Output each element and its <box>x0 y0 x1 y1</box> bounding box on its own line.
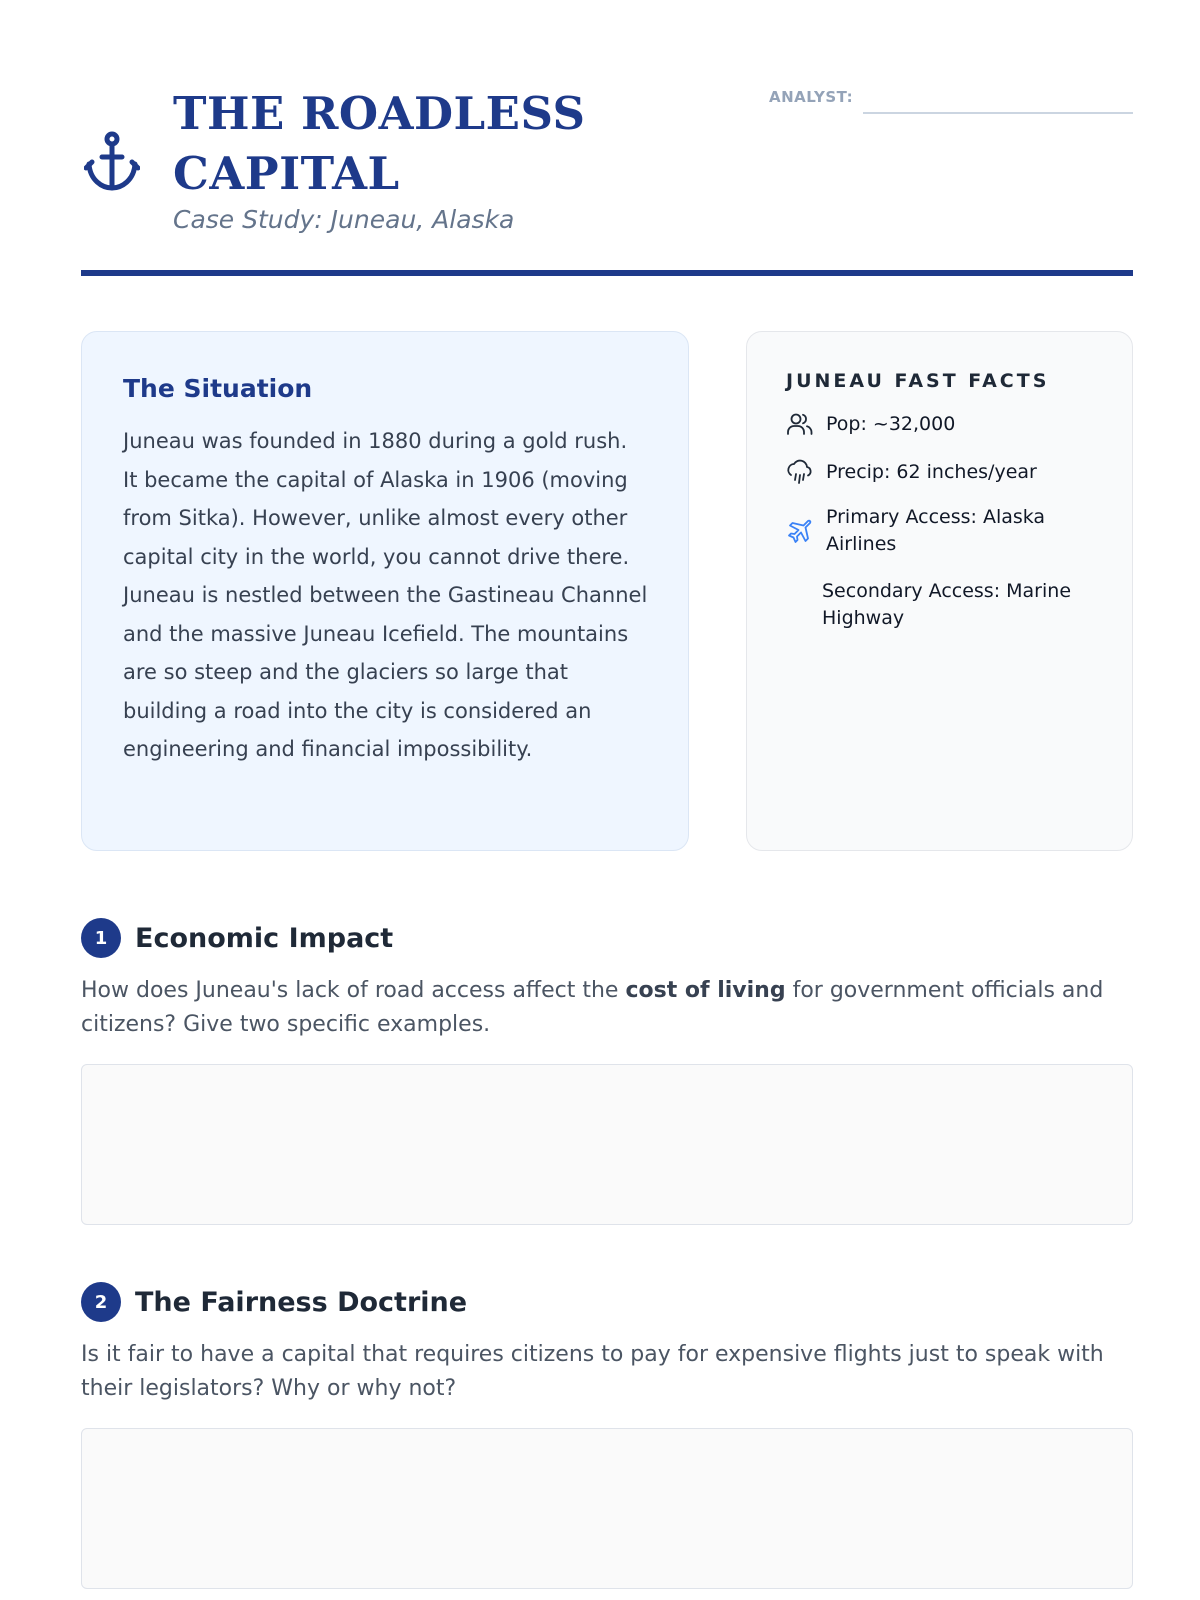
analyst-label: ANALYST: <box>769 88 854 106</box>
page-title <box>173 84 693 204</box>
question-prompt: Is it fair to have a capital that requires citizens to pay for expensive flights just to speak with their legislators? Why or why not? <box>81 1342 1104 1401</box>
fact-primary-access <box>786 504 1112 558</box>
prompt-text: How does Juneau's lack of road access affect the <box>81 978 626 1003</box>
fact-text: Pop: ~32,000 <box>826 412 956 435</box>
anchor-icon <box>84 130 140 194</box>
fact-text: Precip: 62 inches/year <box>826 460 1037 483</box>
prompt-emphasis: cost of living <box>625 978 786 1003</box>
question-title: Economic Impact <box>135 922 394 954</box>
users-icon <box>786 410 814 438</box>
situation-body: Juneau was founded in 1880 during a gold rush. It became the capital of Alaska in 1906 (moving from Sitka). However, unlike almost every other capital city in the world, you cannot drive there. Juneau is nestled between the Gastineau Channel and the massive Juneau Icefield. The mountains are so steep and the glaciers so large that building a road into the city is considered an engineering and financial impossibility. <box>123 429 648 761</box>
question-1 <box>81 918 1133 1225</box>
question-title: The Fairness Doctrine <box>135 1286 468 1318</box>
question-prompt <box>81 974 1133 1042</box>
answer-box[interactable] <box>81 1064 1133 1225</box>
fact-text: Secondary Access: Marine Highway <box>822 580 1072 629</box>
situation-heading: The Situation <box>123 374 313 403</box>
fact-text: Primary Access: Alaska Airlines <box>826 506 1046 555</box>
title-line-2: CAPITAL <box>173 147 400 200</box>
answer-box[interactable] <box>81 1428 1133 1589</box>
fact-population <box>786 410 1112 438</box>
situation-panel <box>81 331 689 851</box>
page-subtitle: Case Study: Juneau, Alaska <box>173 205 515 234</box>
question-number-badge: 1 <box>81 918 121 958</box>
question-header <box>81 1282 1133 1322</box>
fact-secondary-access <box>786 578 1112 632</box>
prompt-text: for government officials and citizens? Give two specific examples. <box>81 978 1104 1037</box>
question-header <box>81 918 1133 958</box>
fast-facts-panel <box>746 331 1133 851</box>
fast-facts-heading: JUNEAU FAST FACTS <box>786 370 1050 392</box>
question-number-badge: 2 <box>81 1282 121 1322</box>
header-divider <box>81 270 1133 276</box>
analyst-name-field[interactable] <box>863 112 1133 114</box>
plane-icon <box>786 517 814 545</box>
fact-precipitation <box>786 458 1112 486</box>
cloud-rain-icon <box>786 458 814 486</box>
question-2 <box>81 1282 1133 1589</box>
title-line-1: THE ROADLESS <box>173 87 586 140</box>
